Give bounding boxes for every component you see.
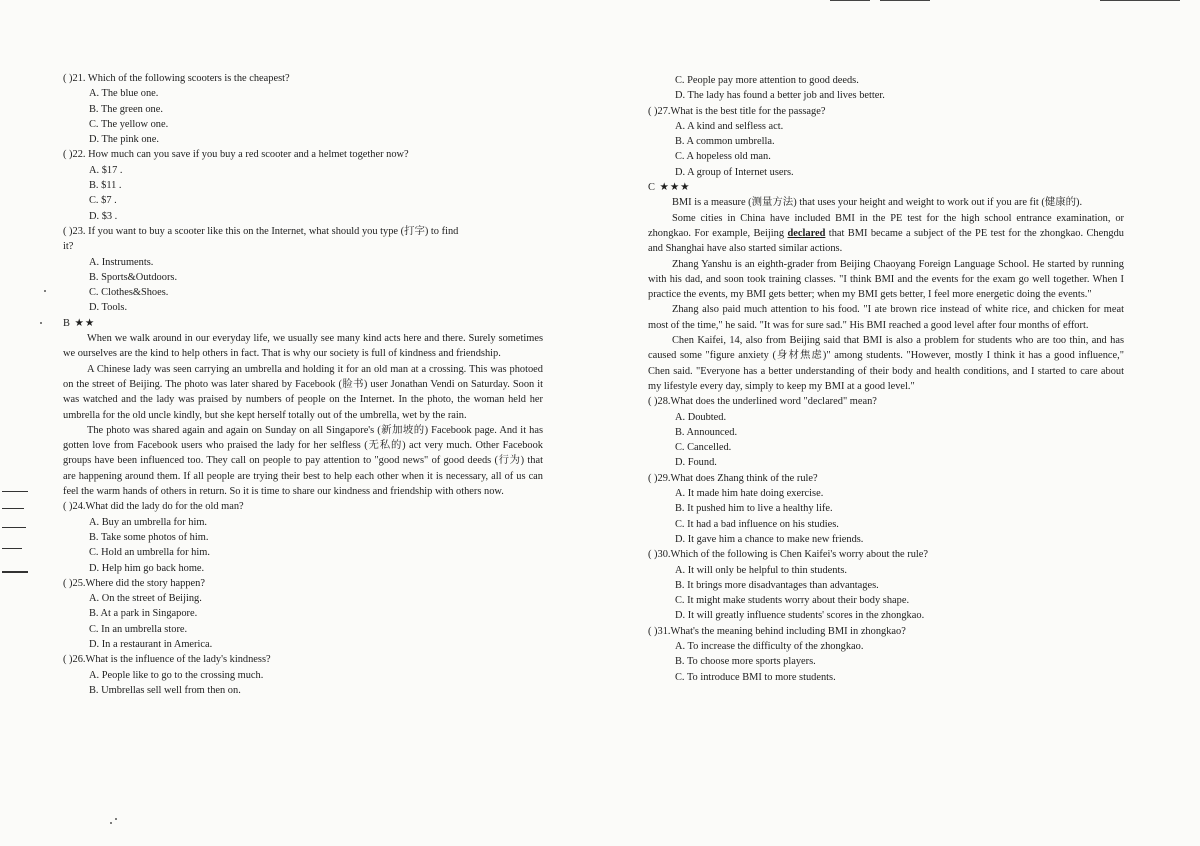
option: D. Tools. [89,302,128,314]
question-30: ( )30.Which of the following is Chen Kaifei's worry about the rule? [648,549,929,561]
option: C. Clothes&Shoes. [89,287,169,299]
scan-dot [44,290,46,292]
option: A. People like to go to the crossing much. [89,669,264,681]
option: B. It pushed him to live a healthy life. [675,503,833,515]
question-26: ( )26.What is the influence of the lady's kindness? [63,654,271,666]
option: B. $11 . [89,180,122,192]
scan-edge-line [880,0,930,1]
option: B. Announced. [675,426,738,438]
passage-text: that BMI became a subject of the PE test for the zhongkao. Chengdu and Shanghai have also started similar actions. [648,227,1124,255]
option: C. Hold an umbrella for him. [89,547,210,559]
option: A. $17 . [89,164,123,176]
option: C. To introduce BMI to more students. [675,671,836,683]
passage-b-paragraph: The photo was shared again and again on Sunday on all Singapore's (新加坡的) Facebook page. And it has gotten love from Facebook users who praised the lady for her selfless (无私的) act very much. Other Facebook groups have been influenced too. They call on people to pay attention to "good news" of good deeds (行为) that are happening around them. If all people are trying their best to help each other when it is necessary, all of us can feel the warm hands of others in return. So it is time to share our kindness and friendship with others now. [63,424,543,498]
question-31: ( )31.What's the meaning behind including BMI in zhongkao? [648,625,906,637]
passage-c-paragraph [648,211,1124,257]
option: C. Cancelled. [675,442,732,454]
option: B. It brings more disadvantages than advantages. [675,579,879,591]
option: B. At a park in Singapore. [89,608,198,620]
question-28: ( )28.What does the underlined word "declared" mean? [648,396,877,408]
option: D. $3 . [89,210,118,222]
option: B. Sports&Outdoors. [89,271,178,283]
right-column [648,73,1124,685]
option: A. The blue one. [89,88,159,100]
passage-c-paragraph: Chen Kaifei, 14, also from Beijing said that BMI is also a problem for students who are too thin, and has caused some "figure anxiety (身材焦虑)" among students. "However, mostly I think it has a good influence," Chen said. "Everyone has a better understanding of their body and health conditions, and I started to care about my lifestyle every day, simply to keep my BMI at a good level." [648,335,1124,392]
option: C. A hopeless old man. [675,151,771,163]
option: D. Found. [675,457,717,469]
scan-edge-line [1100,0,1180,1]
option: C. It might make students worry about their body shape. [675,595,910,607]
option: A. Buy an umbrella for him. [89,516,208,528]
option: D. The pink one. [89,134,159,146]
scan-mark [2,527,26,528]
question-25: ( )25.Where did the story happen? [63,577,205,589]
passage-b-paragraph: A Chinese lady was seen carrying an umbrella and holding it for an old man at a crossing. This was photoed on the street of Beijing. The photo was later shared by Facebook (脸书) user Jonathan Vendi on Saturday. Soon it was watched and the lady was praised by numbers of people on the Internet. In the photo, the woman held her umbrella for the old uncle kindly, but she kept herself totally out of the umbrella, wet by the rain. [63,363,543,421]
scan-dot [40,322,42,324]
section-b-heading: B ★★ [63,317,96,329]
question-22: ( )22. How much can you save if you buy a red scooter and a helmet together now? [63,149,409,161]
option: A. Doubted. [675,411,727,423]
option: A. Instruments. [89,256,154,268]
option: B. Take some photos of him. [89,531,209,543]
option: D. The lady has found a better job and lives better. [675,90,885,102]
option: D. Help him go back home. [89,562,205,574]
scan-dot [110,822,112,824]
question-23: ( )23. If you want to buy a scooter like this on the Internet, what should you type (打字) to find [63,225,459,237]
scan-dot [115,818,117,820]
option: A. It made him hate doing exercise. [675,488,824,500]
question-24: ( )24.What did the lady do for the old man? [63,501,244,513]
option: D. In a restaurant in America. [89,638,213,650]
option: B. Umbrellas sell well from then on. [89,684,241,696]
option: B. To choose more sports players. [675,656,816,668]
option: C. In an umbrella store. [89,623,188,635]
section-c-heading: C ★★★ [648,182,691,194]
option: C. People pay more attention to good deeds. [675,75,859,86]
option: A. To increase the difficulty of the zhongkao. [675,640,864,652]
scan-mark [2,548,22,549]
option: D. It gave him a chance to make new friends. [675,533,864,545]
option: C. $7 . [89,195,117,207]
option: D. It will greatly influence students' scores in the zhongkao. [675,610,925,622]
option: A. A kind and selfless act. [675,120,784,132]
option: C. The yellow one. [89,118,169,130]
question-21: ( )21. Which of the following scooters is the cheapest? [63,73,290,84]
scan-mark [2,491,28,492]
option: A. On the street of Beijing. [89,593,202,605]
question-29: ( )29.What does Zhang think of the rule? [648,472,818,484]
scan-edge-line [830,0,870,1]
scan-mark [2,508,24,509]
passage-c-paragraph: Zhang Yanshu is an eighth-grader from Beijing Chaoyang Foreign Language School. He started by running with his dad, and soon took training classes. "I think BMI and the events for the exam go well together. When I practice the events, my BMI gets better; when my BMI gets better, I feel more energetic doing the events." [648,258,1124,301]
option: C. It had a bad influence on his studies. [675,518,839,530]
passage-b-paragraph: When we walk around in our everyday life, we usually see many kind acts here and there. Surely sometimes we ourselves are the kind to help others in fact. That is why our society is full of kindness and friendship. [63,333,543,360]
scan-mark [2,571,28,573]
option: A. It will only be helpful to thin students. [675,564,848,576]
question-27: ( )27.What is the best title for the passage? [648,105,826,117]
option: D. A group of Internet users. [675,166,794,178]
left-column [63,71,543,698]
passage-c-paragraph: Zhang also paid much attention to his food. "I ate brown rice instead of white rice, and chicken for meat most of the time," he said. "It was for sure sad." His BMI reached a good level after four months of effort. [648,304,1124,331]
question-23-cont: it? [63,241,74,253]
option: B. The green one. [89,103,163,115]
passage-text: Some cities in China have included BMI in the PE test for the high school entrance examination, or zhongkao. For example, Beijing [648,212,1124,239]
option: B. A common umbrella. [675,136,775,148]
underlined-word: declared [787,227,826,239]
passage-c-paragraph: BMI is a measure (测量方法) that uses your height and weight to work out if you are fit (健康的). [672,197,1083,209]
